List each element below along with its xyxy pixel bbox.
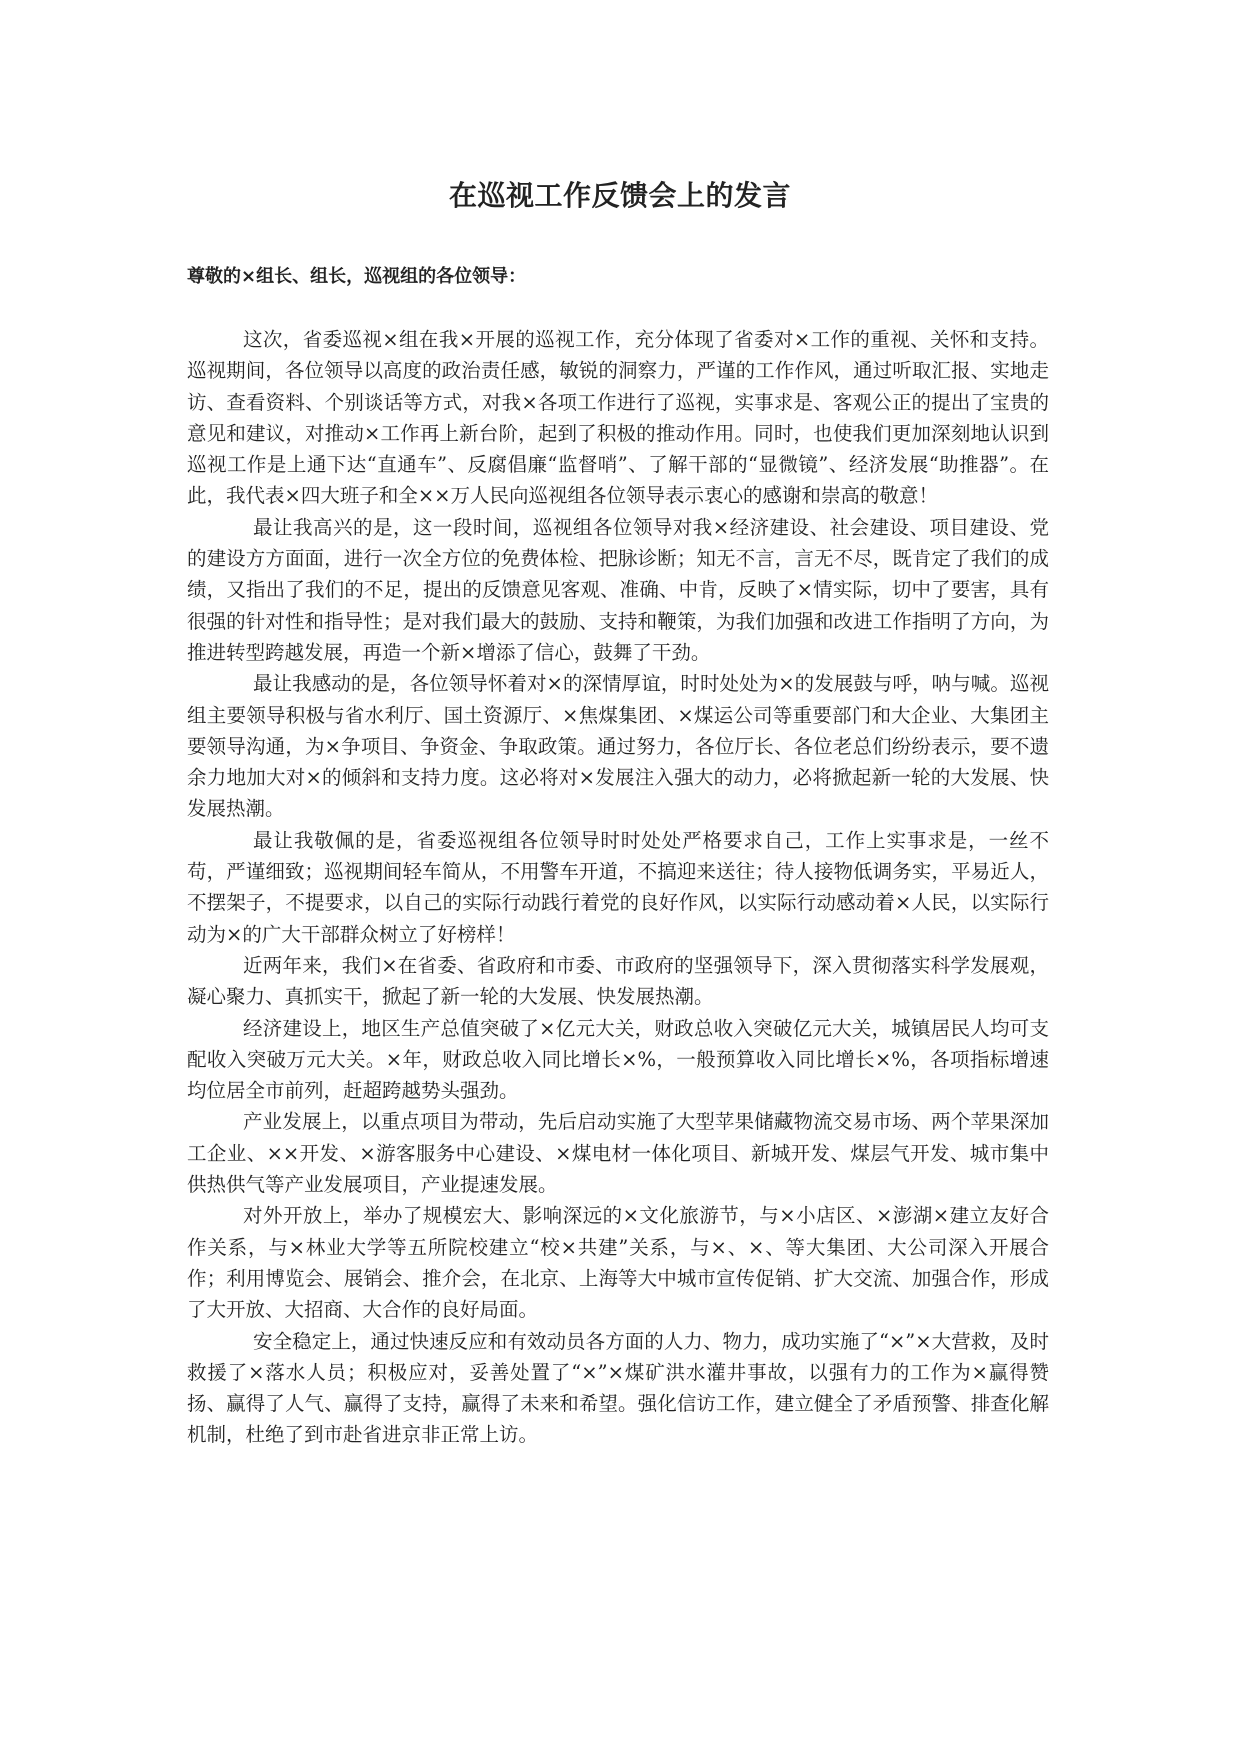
document-body	[187, 324, 1049, 1451]
document-title: 在巡视工作反馈会上的发言	[448, 179, 791, 212]
paragraph-2-most-pleased: 最让我高兴的是，这一段时间，巡视组各位领导对我×经济建设、社会建设、项目建设、党的建设方方面面，进行一次全方位的免费体检、把脉诊断；知无不言，言无不尽，既肯定了我们的成绩，又指出了我们的不足，提出的反馈意见客观、准确、中肯，反映了×情实际，切中了要害，具有很强的针对性和指导性；是对我们最大的鼓励、支持和鞭策，为我们加强和改进工作指明了方向，为推进转型跨越发展，再造一个新×增添了信心，鼓舞了干劲。	[187, 515, 1049, 664]
paragraph-9-safety-stability: 安全稳定上，通过快速反应和有效动员各方面的人力、物力，成功实施了“×”×大营救，及时救援了×落水人员；积极应对，妥善处置了“×”×煤矿洪水灌井事故，以强有力的工作为×赢得赞扬、赢得了人气、赢得了支持，赢得了未来和希望。强化信访工作，建立健全了矛盾预警、排查化解机制，杜绝了到市赴省进京非正常上访。	[187, 1329, 1049, 1447]
paragraph-4-most-admired: 最让我敬佩的是，省委巡视组各位领导时时处处严格要求自己，工作上实事求是，一丝不苟，严谨细致；巡视期间轻车简从，不用警车开道，不搞迎来送往；待人接物低调务实，平易近人，不摆架子，不提要求，以自己的实际行动践行着党的良好作风，以实际行动感动着×人民，以实际行动为×的广大干部群众树立了好榜样！	[187, 828, 1049, 946]
paragraph-7-industry-development: 产业发展上，以重点项目为带动，先后启动实施了大型苹果储藏物流交易市场、两个苹果深加工企业、××开发、×游客服务中心建设、×煤电材一体化项目、新城开发、煤层气开发、城市集中供热供气等产业发展项目，产业提速发展。	[187, 1110, 1049, 1197]
paragraph-3-most-moved: 最让我感动的是，各位领导怀着对×的深情厚谊，时时处处为×的发展鼓与呼，呐与喊。巡视组主要领导积极与省水利厅、国土资源厅、×焦煤集团、×煤运公司等重要部门和大企业、大集团主要领导沟通，为×争项目、争资金、争取政策。通过努力，各位厅长、各位老总们纷纷表示，要不遗余力地加大对×的倾斜和支持力度。这必将对×发展注入强大的动力，必将掀起新一轮的大发展、快发展热潮。	[187, 672, 1049, 821]
paragraph-1-introduction: 这次，省委巡视×组在我×开展的巡视工作，充分体现了省委对×工作的重视、关怀和支持。巡视期间，各位领导以高度的政治责任感，敏锐的洞察力，严谨的工作作风，通过听取汇报、实地走访、查看资料、个别谈话等方式，对我×各项工作进行了巡视，实事求是、客观公正的提出了宝贵的意见和建议，对推动×工作再上新台阶，起到了积极的推动作用。同时，也使我们更加深刻地认识到巡视工作是上通下达“直通车”、反腐倡廉“监督哨”、了解干部的“显微镜”、经济发展“助推器”。在此，我代表×四大班子和全××万人民向巡视组各位领导表示衷心的感谢和崇高的敬意！	[187, 328, 1049, 508]
paragraph-8-opening-up: 对外开放上，举办了规模宏大、影响深远的×文化旅游节，与×小店区、×澎湖×建立友好合作关系，与×林业大学等五所院校建立“校×共建”关系，与×、×、等大集团、大公司深入开展合作；利用博览会、展销会、推介会，在北京、上海等大中城市宣传促销、扩大交流、加强合作，形成了大开放、大招商、大合作的良好局面。	[187, 1204, 1049, 1322]
paragraph-5-recent-years: 近两年来，我们×在省委、省政府和市委、市政府的坚强领导下，深入贯彻落实科学发展观，凝心聚力、真抓实干，掀起了新一轮的大发展、快发展热潮。	[187, 953, 1049, 1009]
paragraph-6-economic-construction: 经济建设上，地区生产总值突破了×亿元大关，财政总收入突破亿元大关，城镇居民人均可支配收入突破万元大关。×年，财政总收入同比增长×%，一般预算收入同比增长×%，各项指标增速均位居全市前列，赶超跨越势头强劲。	[187, 1016, 1049, 1103]
salutation: 尊敬的×组长、组长，巡视组的各位领导：	[187, 266, 527, 287]
